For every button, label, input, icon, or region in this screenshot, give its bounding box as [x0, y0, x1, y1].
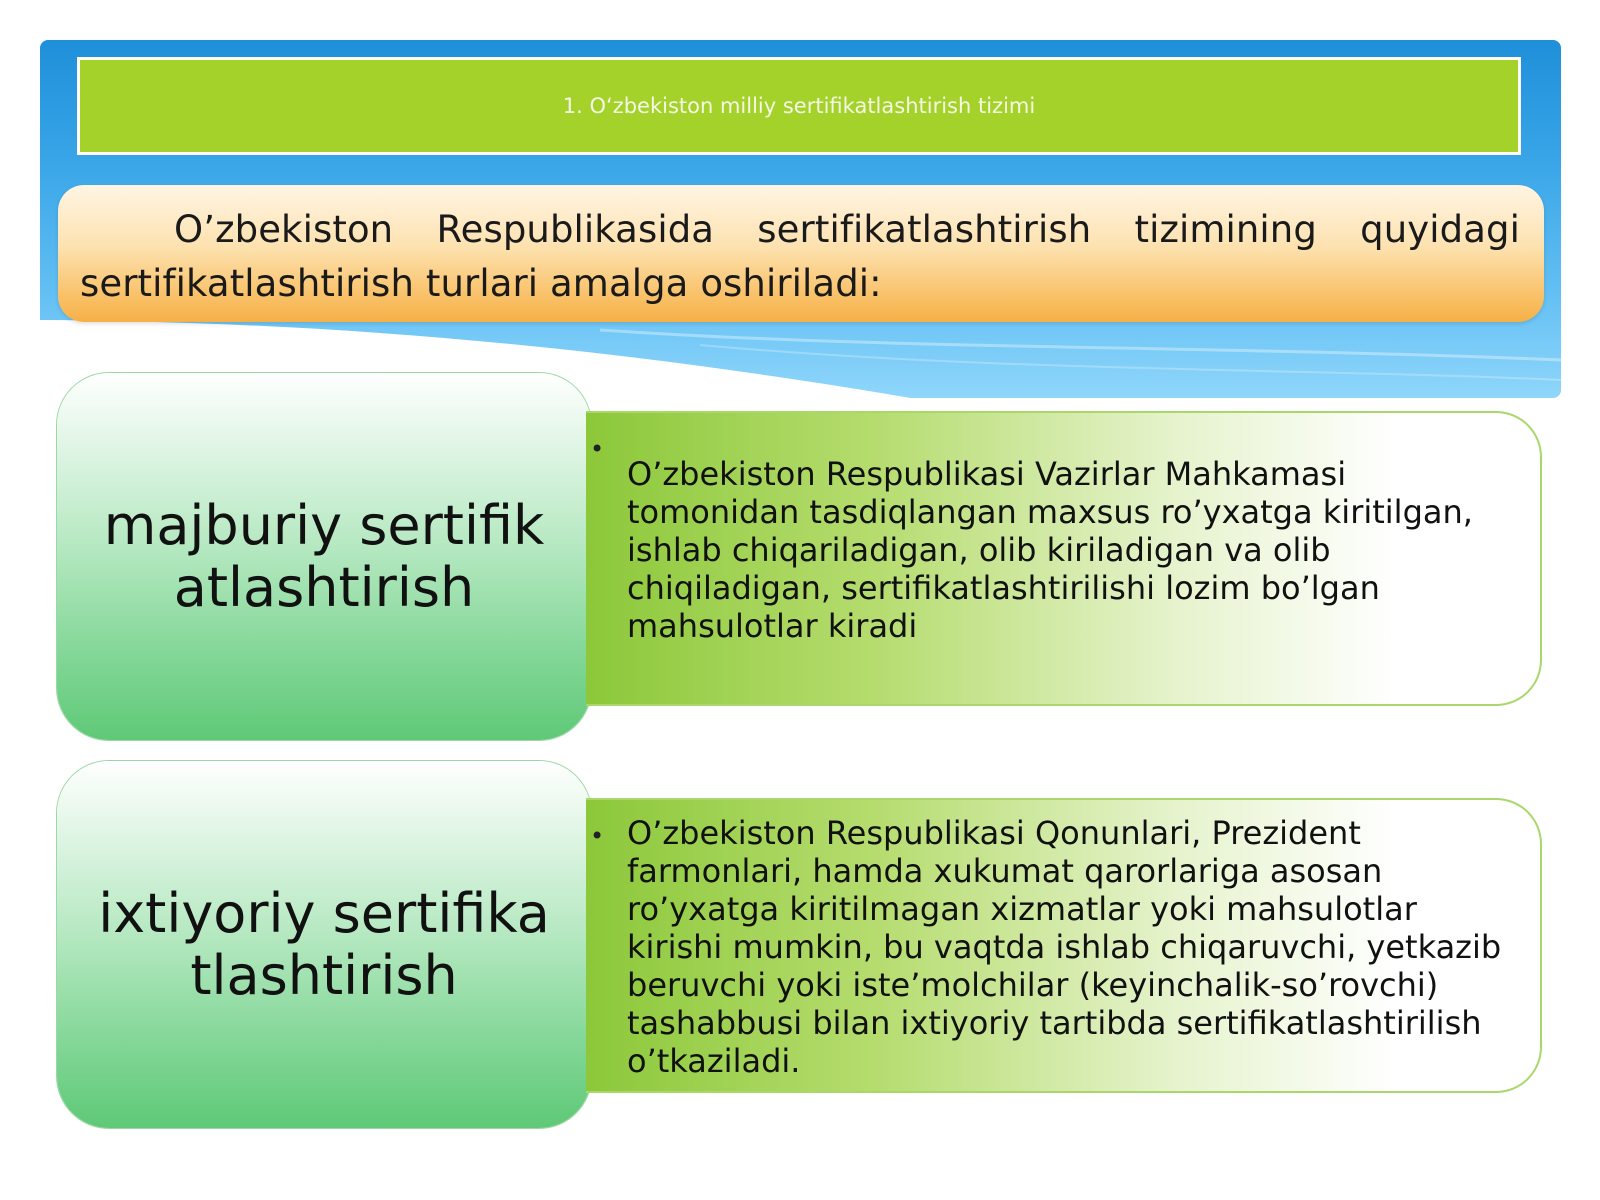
- type-description-voluntary: O’zbekiston Respublikasi Qonunlari, Prezident farmonlari, hamda xukumat qarorlariga asosan ro’yxatga kiritilmagan xizmatlar yoki mahsulotlar kirishi mumkin, bu vaqtda ishlab chiqaruvchi, yetkazib beruvchi yoki iste’molchilar (keyinchalik-so’rovchi) tashabbusi bilan ixtiyoriy tartibda sertifikatlashtirilish o’tkaziladi.: [627, 814, 1502, 1080]
- type-label-voluntary: ixtiyoriy sertifikatlashtirish: [98, 881, 550, 1007]
- slide-title: 1. O‘zbekiston milliy sertifikatlashtirish tizimi: [562, 94, 1036, 118]
- type-description-box-voluntary: [586, 798, 1542, 1093]
- bullet-icon: •: [590, 822, 605, 850]
- title-bar: [77, 57, 1521, 155]
- intro-text: O’zbekiston Respublikasida sertifikatlashtirish tizimining quyidagi sertifikatlashtirish turlari amalga oshiriladi:: [80, 208, 1520, 305]
- bullet-icon: •: [590, 435, 605, 463]
- type-label-box-voluntary: [57, 761, 591, 1128]
- type-description-box-mandatory: [586, 411, 1542, 706]
- intro-box: [58, 185, 1544, 322]
- type-label-box-mandatory: [57, 373, 591, 740]
- type-label-mandatory: majburiy sertifikatlashtirish: [103, 493, 545, 619]
- type-description-mandatory: O’zbekiston Respublikasi Vazirlar Mahkamasi tomonidan tasdiqlangan maxsus ro’yxatga kiritilgan, ishlab chiqariladigan, olib kiriladigan va olib chiqiladigan, sertifikatlashtirilishi lozim bo’lgan mahsulotlar kiradi: [627, 455, 1473, 645]
